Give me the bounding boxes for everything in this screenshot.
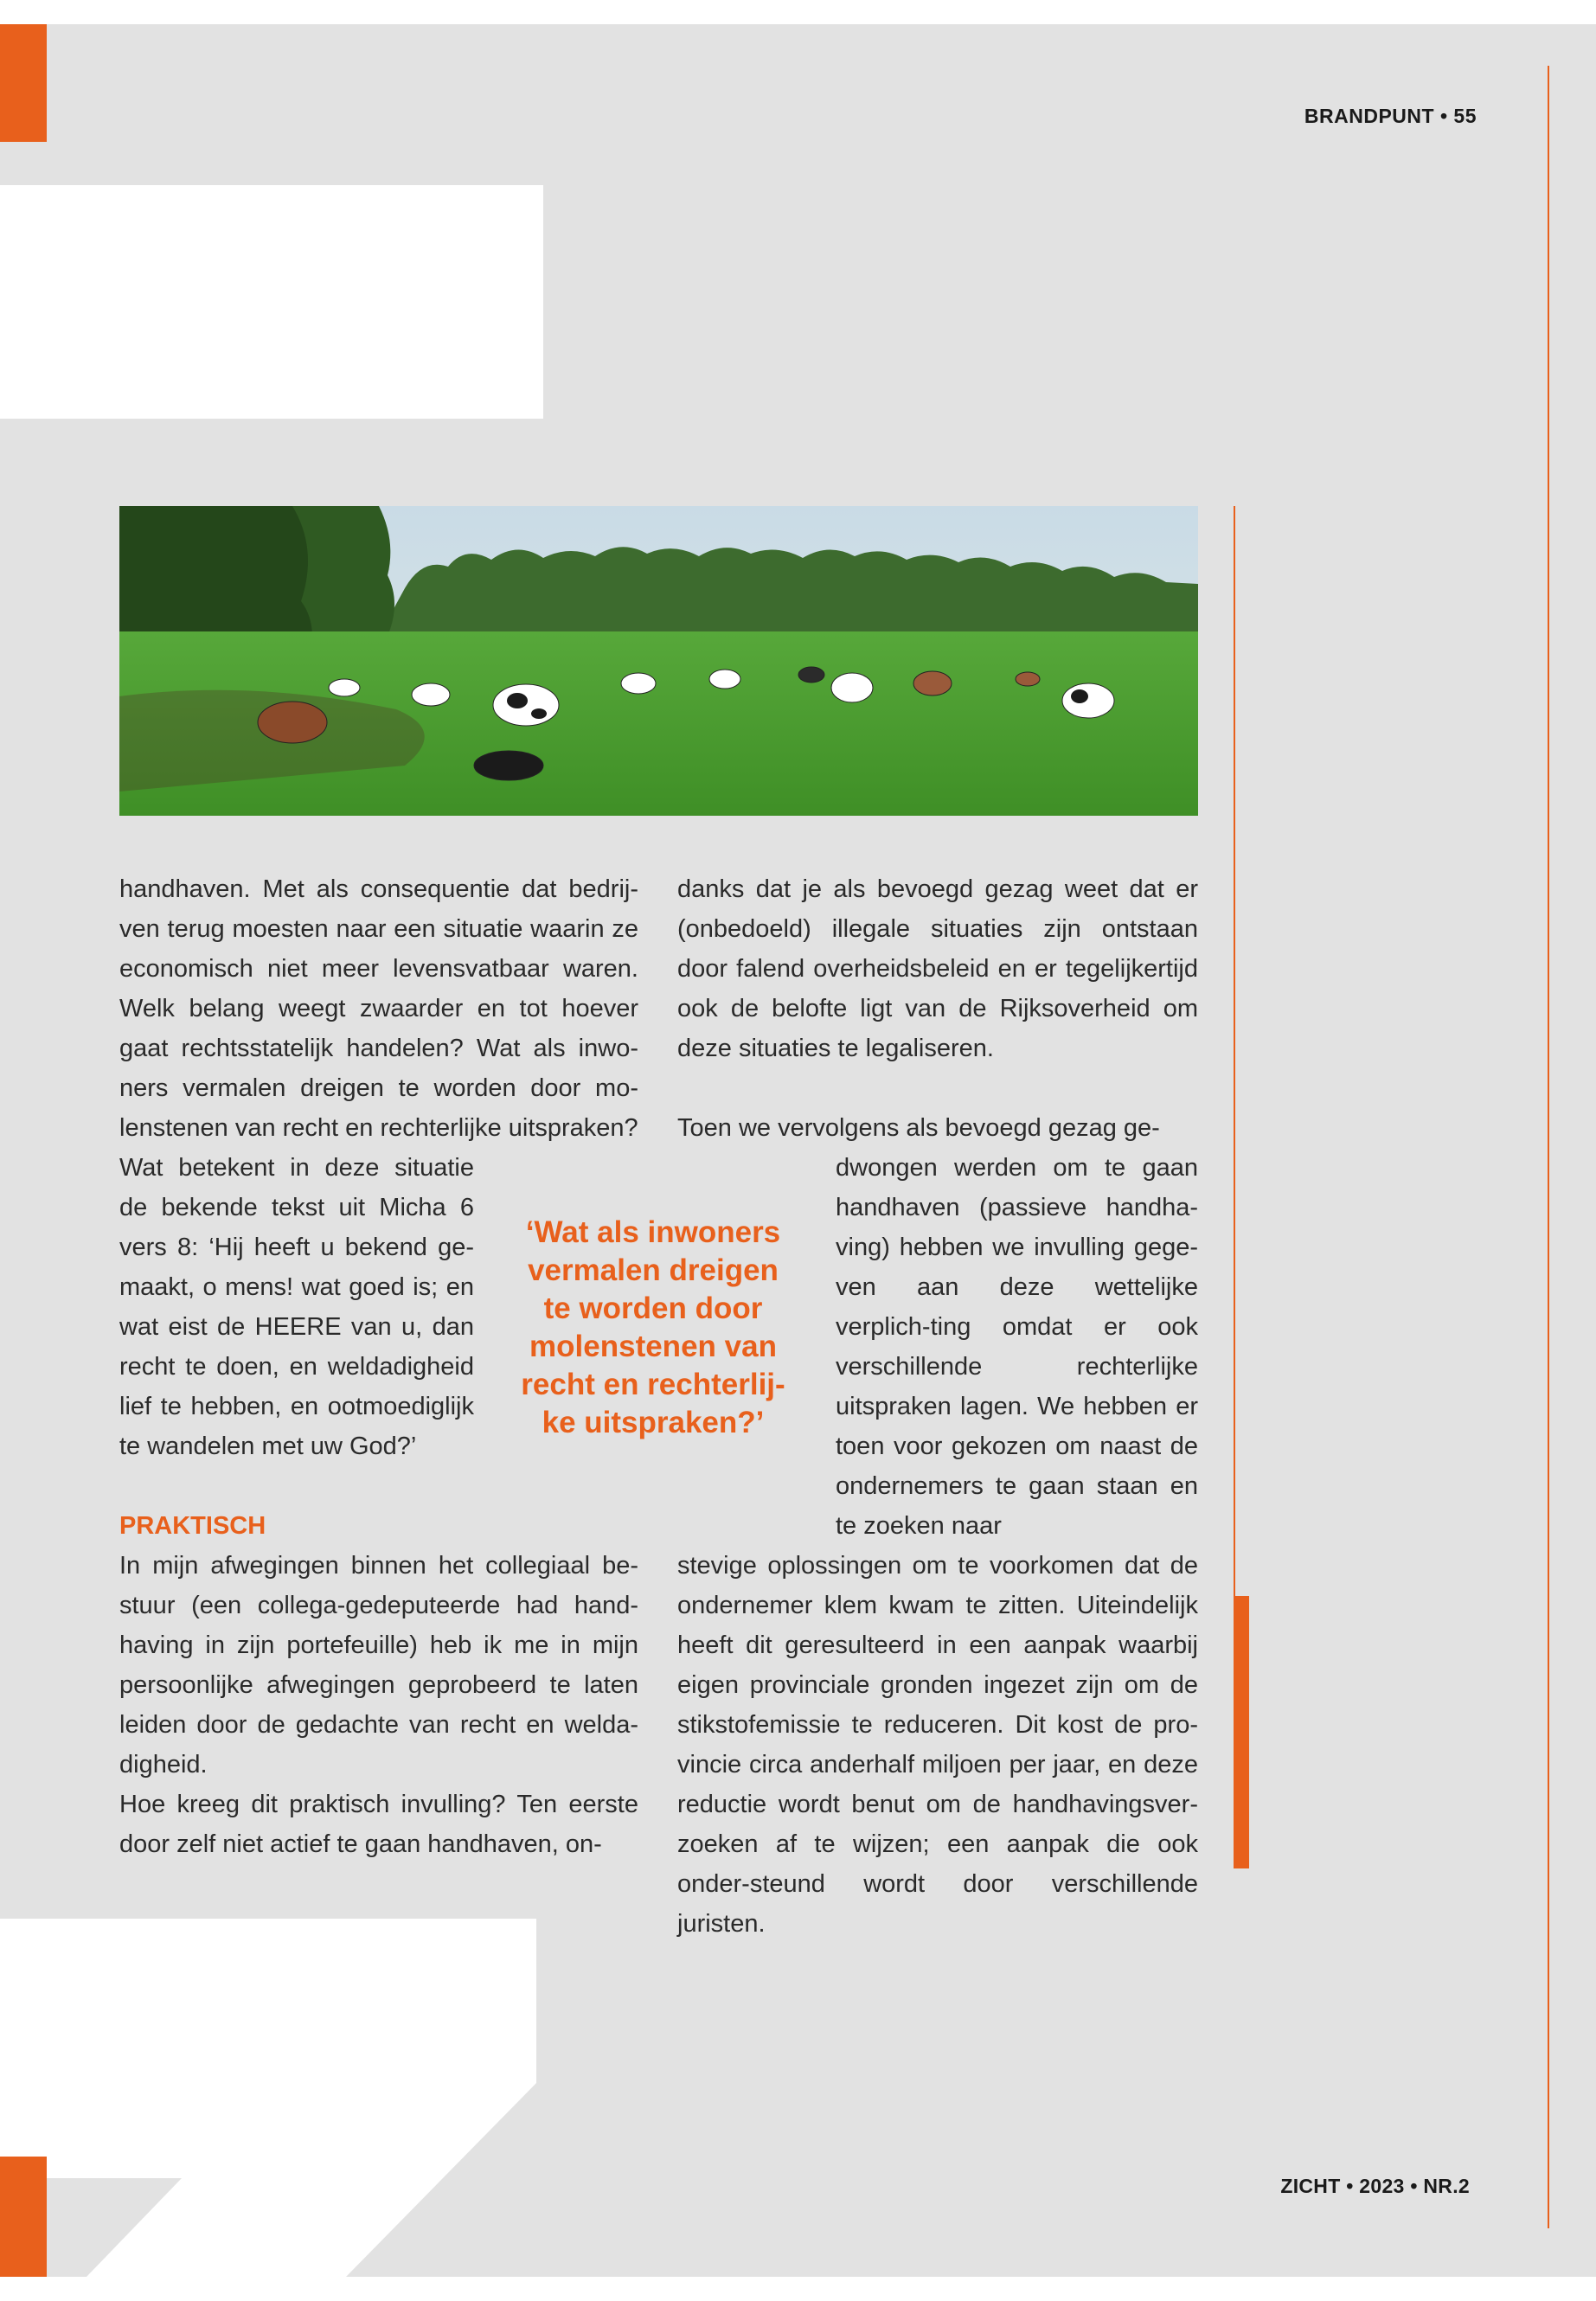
right-margin-rule — [1548, 66, 1549, 2228]
column-accent-rule — [1234, 506, 1235, 1631]
bottom-white-shape — [0, 1919, 554, 2277]
top-left-accent-bar — [0, 24, 47, 142]
column-accent-bar — [1234, 1596, 1249, 1868]
right-paragraph-2-line-1: Toen we vervolgens als bevoegd gezag ge- — [677, 1114, 1160, 1142]
right-column — [677, 869, 1198, 1944]
running-head: BRANDPUNT • 55 — [1304, 105, 1477, 127]
right-paragraph-2-rest: stevige oplossingen om te voorkomen dat de ondernemer klem kwam te zitten. Uiteindelijk heeft dit geresulteerd in een aanpak waarbij eigen provinciale gronden ingezet zijn om de stikstofemissie te reduceren. Dit kost de pro-vincie circa anderhalf miljoen per jaar, en deze reductie wordt benut om de handhavingsver-zoeken af te wijzen; een aanpak die ook onder-steund wordt door verschillende juristen. — [677, 1552, 1198, 1938]
right-paragraph-2-narrow: dwongen werden om te gaan handhaven (passieve handha-ving) hebben we invulling gege-ven aan deze wettelijke verplich-ting omdat er ook verschillende rechterlijke uitspraken lagen. We hebben er toen voor gekozen om naast de ondernemers te gaan staan en te zoeken naar — [836, 1154, 1198, 1540]
left-paragraph-2: Wat betekent in deze situatie de bekende tekst uit Micha 6 vers 8: ‘Hij heeft u bekend ge-maakt, o mens! wat goed is; en wat eist de HEERE van u, dan recht te doen, en weldadigheid lief te hebben, en ootmoediglijk te wandelen met uw God?’ — [119, 1154, 474, 1460]
magazine-page — [0, 24, 1596, 2277]
top-white-block — [0, 185, 543, 419]
right-paragraph-1: danks dat je als bevoegd gezag weet dat er (onbedoeld) illegale situaties zijn ontstaan door falend overheidsbeleid en er tegelijkertijd ook de belofte ligt van de Rijksoverheid om deze situaties te legaliseren. — [677, 875, 1198, 1062]
bottom-left-accent-bar — [0, 2157, 47, 2277]
left-paragraph-3: In mijn afwegingen binnen het collegiaal be-stuur (een collega-gedeputeerde had hand-having in zijn portefeuille) heb ik me in mijn persoonlijke afwegingen geprobeerd te laten leiden door de gedachte van recht en welda-digheid. — [119, 1552, 638, 1779]
left-paragraph-4: Hoe kreeg dit praktisch invulling? Ten eerste door zelf niet actief te gaan handhaven, on- — [119, 1791, 638, 1858]
pull-quote: ‘Wat als inwoners vermalen dreigen te worden door molenstenen van recht en rechterlij-ke uitspraken?’ — [521, 1215, 785, 1439]
issue-footer: ZICHT • 2023 • NR.2 — [1280, 2175, 1470, 2197]
section-heading-praktisch: PRAKTISCH — [119, 1512, 266, 1540]
cows-meadow-photo — [119, 506, 1198, 816]
left-paragraph-1: handhaven. Met als consequentie dat bedrij-ven terug moesten naar een situatie waarin ze economisch niet meer levensvatbaar waren. Welk belang weegt zwaarder en tot hoever gaat rechtsstatelijk handelen? Wat als inwo-ners vermalen dreigen te worden door mo-lenstenen van recht en rechterlijke uitspraken? — [119, 875, 638, 1142]
